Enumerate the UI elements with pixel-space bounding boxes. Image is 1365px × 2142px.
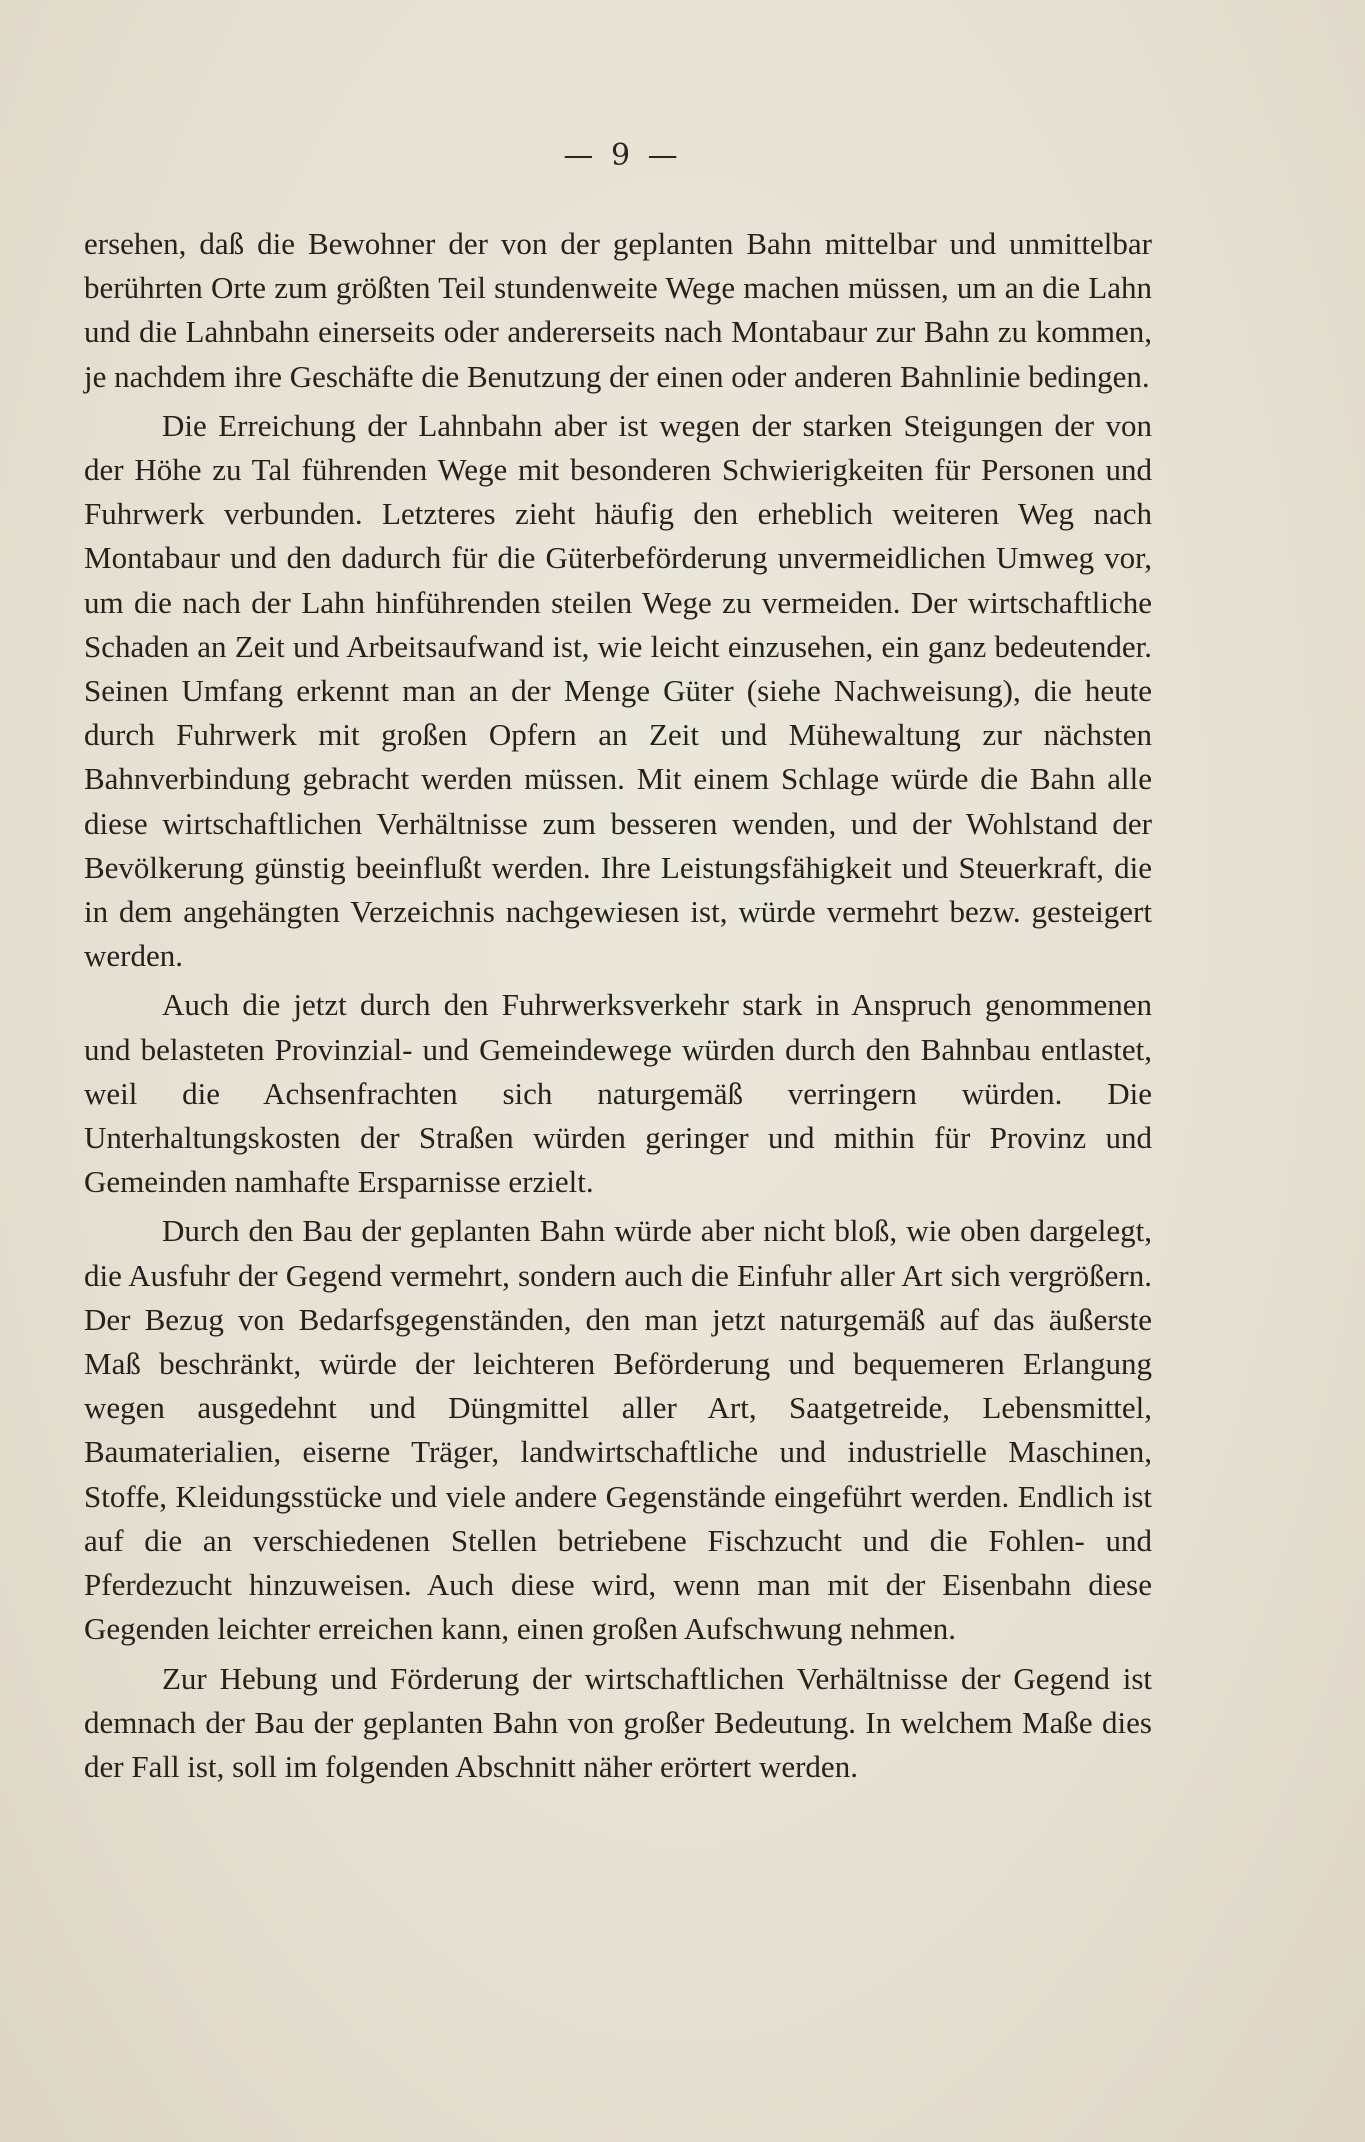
paragraph-1: ersehen, daß die Bewohner der von der geplanten Bahn mittelbar und unmittelbar berührten Orte zum größten Teil stundenweite Wege machen müssen, um an die Lahn und die Lahnbahn einerseits oder andererseits nach Montabaur zur Bahn zu kommen, je nachdem ihre Geschäfte die Benutzung der einen oder anderen Bahnlinie bedingen. <box>84 226 1152 394</box>
paragraph-4: Durch den Bau der geplanten Bahn würde aber nicht bloß, wie oben dargelegt, die Ausfuhr der Gegend vermehrt, sondern auch die Einfuhr aller Art sich vergrößern. Der Bezug von Bedarfsgegenständen, den man jetzt naturgemäß auf das äußerste Maß beschränkt, würde der leichteren Beförderung und bequemeren Erlangung wegen ausgedehnt und Düngmittel aller Art, Saatgetreide, Lebensmittel, Baumaterialien, eiserne Träger, landwirtschaftliche und industrielle Maschinen, Stoffe, Kleidungsstücke und viele andere Gegenstände eingeführt werden. Endlich ist auf die an verschiedenen Stellen betriebene Fischzucht und die Fohlen- und Pferdezucht hinzuweisen. Auch diese wird, wenn man mit der Eisenbahn diese Gegenden leichter erreichen kann, einen großen Aufschwung nehmen. <box>84 1213 1152 1647</box>
paragraph-3: Auch die jetzt durch den Fuhrwerksverkehr stark in Anspruch genommenen und belasteten Provinzial- und Gemeindewege würden durch den Bahnbau entlastet, weil die Achsenfrachten sich naturgemäß verringern würden. Die Unterhaltungskosten der Straßen würden geringer und mithin für Provinz und Gemeinden namhafte Ersparnisse erzielt. <box>84 987 1152 1200</box>
page-number: — 9 — <box>563 138 682 173</box>
paragraph-5: Zur Hebung und Förderung der wirtschaftlichen Verhältnisse der Gegend ist demnach der Bau der geplanten Bahn von großer Bedeutung. In welchem Maße dies der Fall ist, soll im folgenden Abschnitt näher erörtert werden. <box>84 1660 1152 1784</box>
body-text <box>84 222 1152 1789</box>
paragraph-2: Die Erreichung der Lahnbahn aber ist wegen der starken Steigungen der von der Höhe zu Tal führenden Wege mit besonderen Schwierigkeiten für Personen und Fuhrwerk verbunden. Letzteres zieht häufig den erheblich weiteren Weg nach Montabaur und den dadurch für die Güterbeförderung unvermeidlichen Umweg vor, um die nach der Lahn hinführenden steilen Wege zu vermeiden. Der wirtschaftliche Schaden an Zeit und Arbeitsaufwand ist, wie leicht einzusehen, ein ganz bedeutender. Seinen Umfang erkennt man an der Menge Güter (siehe Nachweisung), die heute durch Fuhrwerk mit großen Opfern an Zeit und Mühewaltung zur nächsten Bahnverbindung gebracht werden müssen. Mit einem Schlage würde die Bahn alle diese wirtschaftlichen Verhältnisse zum besseren wenden, und der Wohlstand der Bevölkerung günstig beeinflußt werden. Ihre Leistungsfähigkeit und Steuerkraft, die in dem angehängten Verzeichnis nachgewiesen ist, würde vermehrt bezw. gesteigert werden. <box>84 407 1152 974</box>
